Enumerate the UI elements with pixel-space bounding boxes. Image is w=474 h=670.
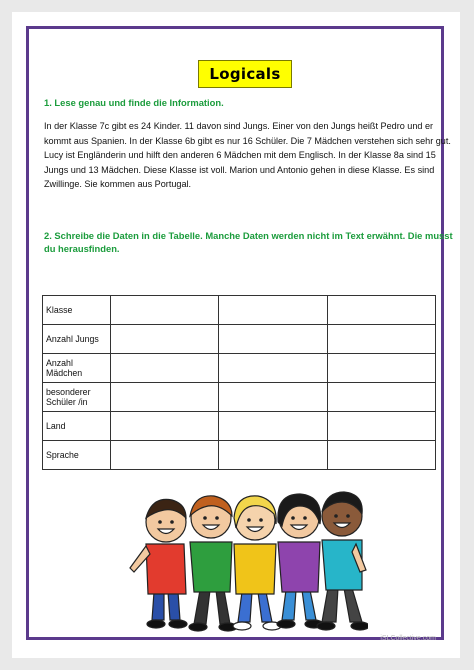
answer-cell[interactable] — [111, 354, 219, 383]
row-label: Anzahl Jungs — [43, 325, 111, 354]
answer-cell[interactable] — [327, 412, 435, 441]
answer-cell[interactable] — [327, 296, 435, 325]
children-illustration — [124, 474, 368, 634]
answer-cell[interactable] — [219, 354, 327, 383]
answer-cell[interactable] — [111, 296, 219, 325]
answer-cell[interactable] — [327, 325, 435, 354]
answer-cell[interactable] — [219, 383, 327, 412]
task-1-text: In der Klasse 7c gibt es 24 Kinder. 11 davon sind Jungs. Einer von den Jungs heißt Pedro und er kommt aus Spanien. In der Klasse 6b gibt es nur 16 Schüler. Die 7 Mädchen verstehen sich sehr gut. Lucy ist Engländerin und hilft den anderen 6 Mädchen mit dem Englisch. In der Klasse 8a sind 15 Jungs und 13 Mädchen. Diese Klasse ist voll. Marion und Antonio gehen in diese Klasse. Es sind Zwillinge. Sie kommen aus Portugal. — [44, 121, 451, 190]
answer-cell[interactable] — [219, 441, 327, 470]
answer-cell[interactable] — [111, 412, 219, 441]
table-row — [43, 325, 436, 354]
answer-table — [42, 295, 436, 470]
task-1-heading: 1. Lese genau und finde die Information. — [44, 97, 224, 108]
answer-cell[interactable] — [111, 441, 219, 470]
table-row — [43, 354, 436, 383]
table-row — [43, 296, 436, 325]
footer-credit: iSLCollective.com — [380, 635, 436, 642]
task-2-heading: 2. Schreibe die Daten in die Tabelle. Manche Daten werden nicht im Text erwähnt. Die musst du herausfinden. — [44, 230, 453, 254]
answer-cell[interactable] — [327, 383, 435, 412]
table-row — [43, 412, 436, 441]
answer-cell[interactable] — [111, 383, 219, 412]
row-label: Land — [43, 412, 111, 441]
answer-cell[interactable] — [219, 412, 327, 441]
row-label: Anzahl Mädchen — [43, 354, 111, 383]
worksheet-page — [12, 12, 460, 658]
answer-cell[interactable] — [111, 325, 219, 354]
answer-cell[interactable] — [219, 296, 327, 325]
row-label: Klasse — [43, 296, 111, 325]
answer-cell[interactable] — [327, 354, 435, 383]
row-label: Sprache — [43, 441, 111, 470]
row-label: besonderer Schüler /in — [43, 383, 111, 412]
table-row — [43, 383, 436, 412]
worksheet-title: Logicals — [198, 60, 292, 88]
table-row — [43, 441, 436, 470]
answer-cell[interactable] — [219, 325, 327, 354]
answer-cell[interactable] — [327, 441, 435, 470]
